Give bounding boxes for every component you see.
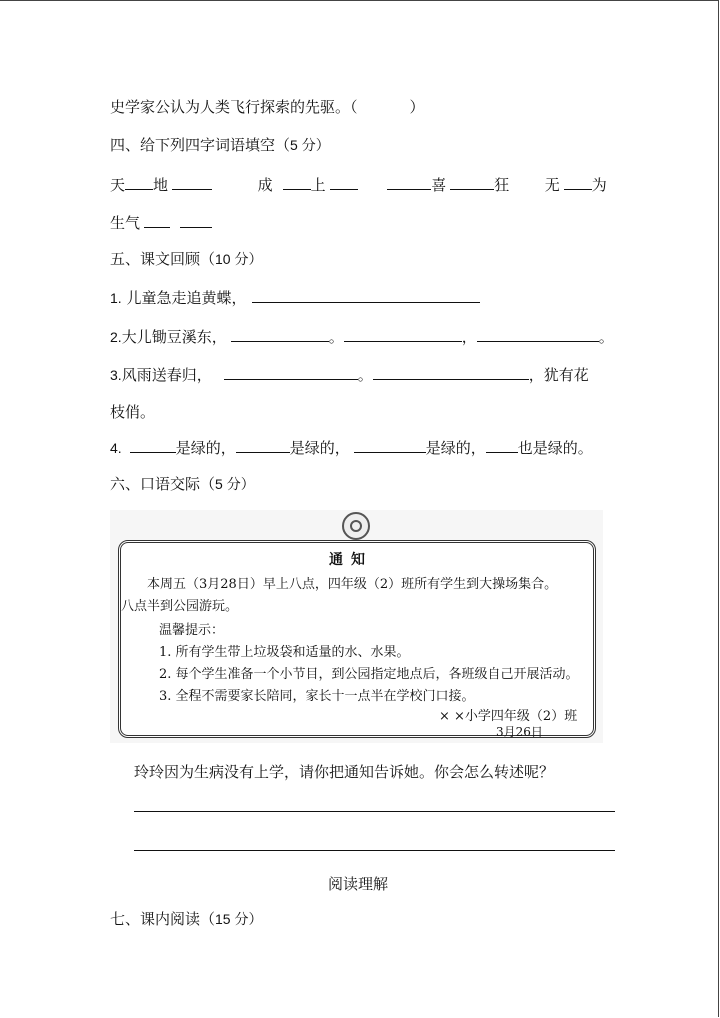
q6-prompt: 玲玲因为生病没有上学，请你把通知告诉她。你会怎么转述呢？ (134, 763, 555, 781)
fill-blank[interactable] (236, 438, 290, 453)
fill-blank[interactable] (252, 288, 480, 303)
q6-heading: 六、口语交际（5 分） (110, 475, 255, 493)
q4-row-1: 天 地 成 上 喜 狂 无 为 (110, 176, 607, 194)
answer-line[interactable] (134, 811, 615, 812)
fill-blank[interactable] (486, 438, 518, 453)
fill-blank[interactable] (450, 175, 494, 190)
q7-heading: 七、课内阅读（15 分） (110, 910, 263, 928)
notice-signer: × ×小学四年级（2）班 (439, 709, 578, 724)
q4-heading: 四、给下列四字词语填空（5 分） (110, 136, 330, 154)
section-title: 阅读理解 (328, 875, 389, 893)
q5-item-4: 4. 是绿的， 是绿的， 是绿的， 也是绿的。 (110, 439, 593, 457)
fill-blank[interactable] (564, 175, 592, 190)
fill-blank[interactable] (477, 327, 599, 342)
clip-icon (342, 512, 370, 540)
notice-line-2: 八点半到公园游玩。 (121, 599, 239, 614)
fill-blank[interactable] (373, 365, 529, 380)
fill-blank[interactable] (125, 175, 153, 190)
q4-row-2: 生气 (110, 213, 212, 233)
fill-blank[interactable] (144, 213, 170, 228)
fill-blank[interactable] (354, 438, 426, 453)
notice-date: 3月26日 (496, 725, 543, 739)
fill-blank[interactable] (344, 327, 462, 342)
fill-blank[interactable] (330, 175, 358, 190)
q5-item-2: 2.大儿锄豆溪东， 。 ， 。 (110, 328, 614, 346)
fill-blank[interactable] (283, 175, 311, 190)
q5-heading: 五、课文回顾（10 分） (110, 250, 263, 268)
fill-blank[interactable] (387, 175, 431, 190)
q5-item-3-continued: 枝俏。 (110, 403, 156, 421)
previous-question-tail: 史学家公认为人类飞行探索的先驱。（ ） (110, 98, 425, 116)
notice-board (118, 540, 596, 738)
fill-blank[interactable] (172, 175, 212, 190)
notice-tip-title: 温馨提示： (159, 623, 225, 638)
fill-blank[interactable] (130, 438, 176, 453)
q5-item-1: 1. 儿童急走追黄蝶， (110, 288, 480, 308)
notice-tip-2: 2. 每个学生准备一个小节目，到公园指定地点后，各班级自己开展活动。 (159, 667, 579, 682)
notice-line-1: 本周五（3月28日）早上八点，四年级（2）班所有学生到大操场集合。 (147, 577, 558, 592)
answer-line[interactable] (134, 850, 615, 851)
fill-blank[interactable] (231, 327, 329, 342)
notice-image (110, 510, 603, 743)
fill-blank[interactable] (180, 213, 212, 228)
fill-blank[interactable] (224, 365, 358, 380)
notice-tip-3: 3. 全程不需要家长陪同，家长十一点半在学校门口接。 (159, 689, 475, 704)
q5-item-3: 3.风雨送春归， 。 ，犹有花 (110, 366, 589, 384)
notice-tip-1: 1. 所有学生带上垃圾袋和适量的水、水果。 (159, 645, 410, 660)
notice-title: 通知 (329, 552, 373, 568)
